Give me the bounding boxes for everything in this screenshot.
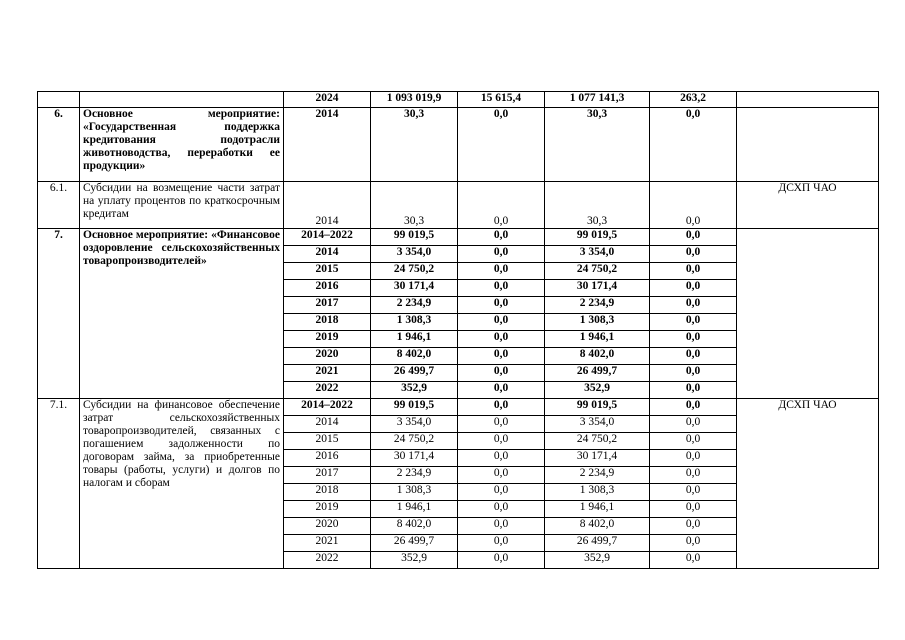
cell-value: 24 750,2 (545, 263, 650, 280)
cell-value: 0,0 (650, 365, 737, 382)
cell-value: 0,0 (458, 297, 545, 314)
cell-value: 0,0 (458, 348, 545, 365)
cell-total: 30 171,4 (371, 280, 458, 297)
cell-executor: ДСХП ЧАО (737, 399, 879, 569)
cell-value: 8 402,0 (545, 518, 650, 535)
cell-number: 7.1. (38, 399, 80, 569)
cell-value: 0,0 (458, 467, 545, 484)
cell-value: 1 308,3 (545, 484, 650, 501)
cell-value: 0,0 (650, 416, 737, 433)
cell-value: 30 171,4 (545, 280, 650, 297)
cell-value: 2 234,9 (545, 297, 650, 314)
cell-name: Субсидии на финансовое обеспечение затрат сельскохозяйственных товаропроизводителей, связанных с погашением задолженности по договорам займа, за приобретенные товары (работы, услуги) и долгов по налогам и сборам (80, 399, 284, 569)
cell-value: 26 499,7 (545, 365, 650, 382)
cell-value: 0,0 (650, 263, 737, 280)
cell-value: 0,0 (458, 229, 545, 246)
cell-value: 0,0 (650, 518, 737, 535)
program-funding-table (37, 91, 879, 569)
cell-total: 3 354,0 (371, 416, 458, 433)
cell-year: 2021 (284, 365, 371, 382)
cell-number: 6.1. (38, 182, 80, 229)
cell-value: 0,0 (458, 382, 545, 399)
cell-value: 0,0 (458, 399, 545, 416)
cell-executor (737, 92, 879, 108)
cell-value: 24 750,2 (545, 433, 650, 450)
cell-total: 1 308,3 (371, 314, 458, 331)
cell-year: 2021 (284, 535, 371, 552)
cell-year: 2015 (284, 433, 371, 450)
cell-value: 0,0 (650, 501, 737, 518)
cell-value: 0,0 (650, 433, 737, 450)
cell-total: 30 171,4 (371, 450, 458, 467)
table-row (38, 182, 879, 229)
cell-value: 0,0 (650, 467, 737, 484)
cell-value: 0,0 (458, 182, 545, 229)
cell-value: 0,0 (458, 314, 545, 331)
cell-name: Основное мероприятие: «Финансовое оздоровление сельскохозяйственных товаропроизводителей» (80, 229, 284, 399)
cell-value: 2 234,9 (545, 467, 650, 484)
cell-value: 352,9 (545, 552, 650, 569)
table-row (38, 229, 879, 246)
cell-name: Основное мероприятие: «Государственная поддержка кредитования подотрасли животноводства, переработки ее продукции» (80, 108, 284, 182)
cell-value: 0,0 (458, 433, 545, 450)
cell-name: Субсидии на возмещение части затрат на уплату процентов по краткосрочным кредитам (80, 182, 284, 229)
table-row (38, 108, 879, 182)
cell-value: 0,0 (458, 450, 545, 467)
cell-year: 2024 (284, 92, 371, 108)
cell-value: 3 354,0 (545, 416, 650, 433)
cell-year: 2014–2022 (284, 229, 371, 246)
cell-value: 8 402,0 (545, 348, 650, 365)
cell-year: 2018 (284, 314, 371, 331)
cell-value: 0,0 (650, 331, 737, 348)
cell-value: 0,0 (458, 280, 545, 297)
cell-name (80, 92, 284, 108)
cell-total: 1 946,1 (371, 501, 458, 518)
cell-value: 3 354,0 (545, 246, 650, 263)
cell-total: 8 402,0 (371, 348, 458, 365)
cell-value: 263,2 (650, 92, 737, 108)
cell-year: 2020 (284, 518, 371, 535)
cell-year: 2018 (284, 484, 371, 501)
cell-number: 7. (38, 229, 80, 399)
cell-total: 2 234,9 (371, 297, 458, 314)
cell-executor: ДСХП ЧАО (737, 182, 879, 229)
cell-total: 1 093 019,9 (371, 92, 458, 108)
cell-value: 1 946,1 (545, 501, 650, 518)
cell-total: 352,9 (371, 382, 458, 399)
cell-value: 352,9 (545, 382, 650, 399)
cell-value: 0,0 (650, 348, 737, 365)
cell-value: 0,0 (458, 416, 545, 433)
cell-value: 0,0 (650, 297, 737, 314)
cell-year: 2016 (284, 280, 371, 297)
cell-value: 0,0 (650, 399, 737, 416)
cell-year: 2014 (284, 246, 371, 263)
cell-year: 2022 (284, 382, 371, 399)
cell-year: 2016 (284, 450, 371, 467)
cell-value: 0,0 (650, 535, 737, 552)
cell-value: 0,0 (458, 501, 545, 518)
cell-value: 0,0 (650, 552, 737, 569)
cell-number (38, 92, 80, 108)
cell-total: 3 354,0 (371, 246, 458, 263)
cell-total: 30,3 (371, 182, 458, 229)
cell-executor (737, 108, 879, 182)
cell-total: 26 499,7 (371, 365, 458, 382)
cell-value: 0,0 (650, 246, 737, 263)
cell-value: 1 077 141,3 (545, 92, 650, 108)
cell-value: 99 019,5 (545, 229, 650, 246)
table-row (38, 399, 879, 416)
cell-total: 24 750,2 (371, 433, 458, 450)
cell-value: 0,0 (650, 450, 737, 467)
cell-value: 0,0 (650, 280, 737, 297)
cell-year: 2014 (284, 182, 371, 229)
cell-total: 352,9 (371, 552, 458, 569)
cell-value: 99 019,5 (545, 399, 650, 416)
cell-value: 0,0 (458, 331, 545, 348)
cell-year: 2014 (284, 108, 371, 182)
cell-total: 1 946,1 (371, 331, 458, 348)
cell-total: 24 750,2 (371, 263, 458, 280)
cell-number: 6. (38, 108, 80, 182)
cell-year: 2019 (284, 331, 371, 348)
cell-year: 2017 (284, 467, 371, 484)
cell-year: 2017 (284, 297, 371, 314)
cell-total: 1 308,3 (371, 484, 458, 501)
cell-total: 30,3 (371, 108, 458, 182)
cell-year: 2022 (284, 552, 371, 569)
cell-value: 30,3 (545, 182, 650, 229)
cell-value: 0,0 (458, 108, 545, 182)
cell-value: 0,0 (458, 263, 545, 280)
cell-total: 8 402,0 (371, 518, 458, 535)
cell-value: 0,0 (650, 229, 737, 246)
cell-total: 99 019,5 (371, 399, 458, 416)
cell-value: 0,0 (458, 484, 545, 501)
cell-value: 0,0 (458, 535, 545, 552)
table-row (38, 92, 879, 108)
cell-value: 30 171,4 (545, 450, 650, 467)
cell-value: 30,3 (545, 108, 650, 182)
cell-value: 1 308,3 (545, 314, 650, 331)
cell-value: 15 615,4 (458, 92, 545, 108)
cell-value: 0,0 (458, 246, 545, 263)
cell-year: 2015 (284, 263, 371, 280)
cell-value: 0,0 (650, 484, 737, 501)
cell-year: 2019 (284, 501, 371, 518)
cell-total: 26 499,7 (371, 535, 458, 552)
cell-executor (737, 229, 879, 399)
cell-value: 0,0 (458, 552, 545, 569)
cell-year: 2014 (284, 416, 371, 433)
cell-total: 2 234,9 (371, 467, 458, 484)
cell-total: 99 019,5 (371, 229, 458, 246)
cell-value: 1 946,1 (545, 331, 650, 348)
cell-value: 0,0 (458, 518, 545, 535)
cell-value: 0,0 (458, 365, 545, 382)
cell-year: 2020 (284, 348, 371, 365)
cell-value: 0,0 (650, 108, 737, 182)
cell-year: 2014–2022 (284, 399, 371, 416)
cell-value: 26 499,7 (545, 535, 650, 552)
cell-value: 0,0 (650, 382, 737, 399)
cell-value: 0,0 (650, 314, 737, 331)
cell-value: 0,0 (650, 182, 737, 229)
